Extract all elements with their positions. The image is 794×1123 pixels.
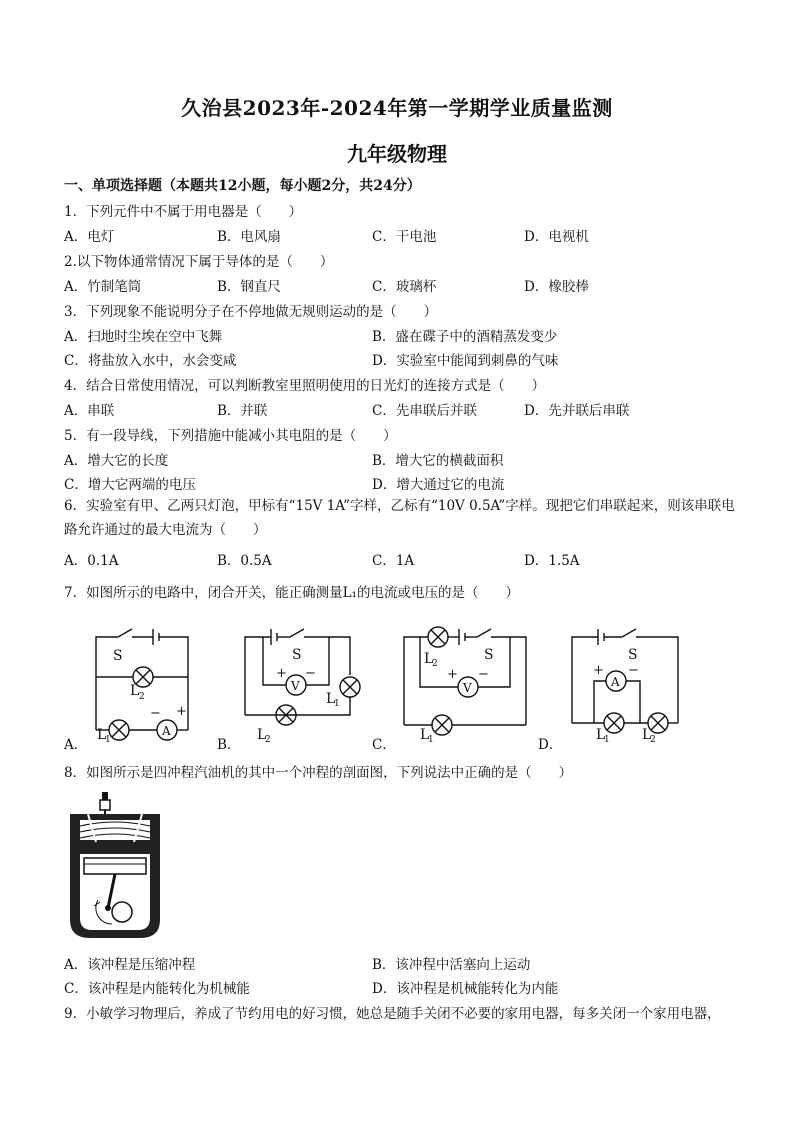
plus-d: + [593, 663, 604, 678]
option-3a: A．扫地时尘埃在空中飞舞 [64, 329, 223, 345]
option-2d: D．橡胶棒 [524, 279, 589, 295]
option-7a: A． [64, 737, 88, 753]
label-l1-d-sub: 1 [604, 735, 610, 745]
option-3d: D．实验室中能闻到刺鼻的气味 [372, 353, 559, 369]
option-2b: B．钢直尺 [217, 279, 281, 295]
option-1c: C．干电池 [372, 229, 437, 245]
option-6a: A．0.1A [64, 553, 119, 569]
plus-c: + [447, 667, 458, 682]
page-subtitle: 九年级物理 [347, 142, 447, 166]
circuit-d [572, 629, 678, 733]
option-7d: D． [538, 737, 563, 753]
ammeter-a: A [162, 724, 171, 738]
label-l1-b: L [326, 691, 336, 707]
option-1a: A．电灯 [64, 229, 115, 245]
label-l2-c: L [424, 651, 434, 667]
option-4c: C．先串联后并联 [372, 403, 477, 419]
label-s-a: S [113, 648, 123, 664]
ammeter-d: A [611, 675, 620, 689]
question-4: 4．结合日常使用情况，可以判断教室里照明使用的日光灯的连接方式是（ ） [64, 378, 546, 394]
label-l2-b: L [257, 727, 267, 743]
option-8d: D．该冲程是机械能转化为内能 [372, 981, 559, 997]
question-9: 9．小敏学习物理后，养成了节约用电的好习惯，她总是随手关闭不必要的家用电器，每多关闭一个家用电器， [64, 1006, 721, 1022]
option-6b: B．0.5A [217, 553, 272, 569]
circuit-diagrams [0, 615, 794, 755]
option-6c: C．1A [372, 553, 415, 569]
label-s-c: S [484, 647, 494, 663]
page-title: 久治县2023年-2024年第一学期学业质量监测 [181, 96, 613, 120]
label-l2-a-sub: 2 [139, 692, 145, 702]
option-8c: C．该冲程是内能转化为机械能 [64, 981, 250, 997]
option-3b: B．盛在碟子中的酒精蒸发变少 [372, 329, 558, 345]
option-5d: D．增大通过它的电流 [372, 477, 505, 493]
label-l1-a-sub: 1 [105, 735, 111, 745]
label-s-d: S [628, 647, 638, 663]
plus-a: + [176, 704, 187, 719]
label-l1-b-sub: 1 [334, 699, 340, 709]
plus-b: + [276, 666, 287, 681]
minus-c: − [478, 667, 489, 682]
label-l1-c: L [420, 727, 430, 743]
circuit-b [245, 629, 360, 725]
option-4d: D．先并联后串联 [524, 403, 630, 419]
label-l2-a: L [130, 683, 140, 699]
minus-d: − [628, 663, 639, 678]
question-8: 8．如图所示是四冲程汽油机的其中一个冲程的剖面图，下列说法中正确的是（ ） [64, 765, 573, 781]
label-s-b: S [292, 647, 302, 663]
question-3: 3．下列现象不能说明分子在不停地做无规则运动的是（ ） [64, 304, 438, 320]
question-1: 1．下列元件中不属于用电器是（ ） [64, 204, 303, 220]
label-l1-d: L [596, 727, 606, 743]
option-1d: D．电视机 [524, 229, 589, 245]
question-7: 7．如图所示的电路中，闭合开关，能正确测量L₁的电流或电压的是（ ） [64, 585, 519, 601]
section-heading: 一、单项选择题（本题共12小题，每小题2分，共24分） [64, 178, 421, 194]
option-5c: C．增大它两端的电压 [64, 477, 196, 493]
label-l1-c-sub: 1 [428, 735, 434, 745]
option-3c: C．将盐放入水中，水会变咸 [64, 353, 237, 369]
label-l1-a: L [97, 727, 107, 743]
label-l2-d-sub: 2 [650, 735, 656, 745]
question-2: 2.以下物体通常情况下属于导体的是（ ） [64, 254, 334, 270]
option-8b: B．该冲程中活塞向上运动 [372, 957, 531, 973]
minus-a: − [150, 706, 161, 721]
option-4a: A．串联 [64, 403, 115, 419]
engine-cross-section [60, 790, 170, 940]
option-5b: B．增大它的横截面积 [372, 453, 504, 469]
label-l2-b-sub: 2 [265, 735, 271, 745]
option-4b: B．并联 [217, 403, 268, 419]
option-1b: B．电风扇 [217, 229, 281, 245]
question-6: 6．实验室有甲、乙两只灯泡，甲标有“15V 1A”字样，乙标有“10V 0.5A”字样。现把它们串联起来，则该串联电路允许通过的最大电流为（ ） [64, 498, 735, 538]
minus-b: − [305, 666, 316, 681]
label-l2-c-sub: 2 [432, 659, 438, 669]
voltmeter-c: V [463, 681, 472, 695]
option-7b: B． [217, 737, 241, 753]
voltmeter-b: V [291, 679, 300, 693]
circuit-a [96, 629, 188, 740]
option-2c: C．玻璃杯 [372, 279, 437, 295]
option-6d: D．1.5A [524, 553, 580, 569]
option-8a: A．该冲程是压缩冲程 [64, 957, 196, 973]
label-l2-d: L [642, 727, 652, 743]
option-2a: A．竹制笔筒 [64, 279, 142, 295]
option-5a: A．增大它的长度 [64, 453, 169, 469]
question-5: 5．有一段导线，下列措施中能减小其电阻的是（ ） [64, 428, 397, 444]
option-7c: C． [372, 737, 396, 753]
